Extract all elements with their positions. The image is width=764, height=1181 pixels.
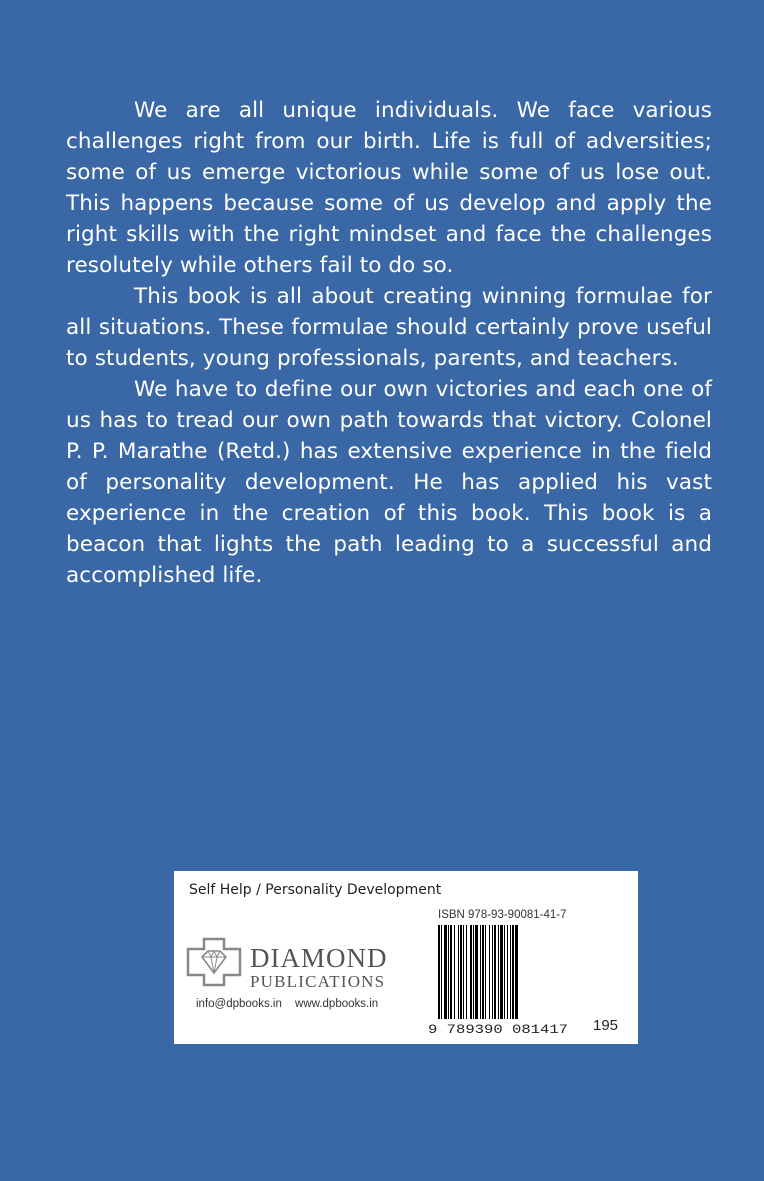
barcode-icon [426,925,574,1035]
blurb-paragraph-2: This book is all about creating winning formulae for all situations. These formulae should certainly prove useful to students, young professionals, parents, and teachers. [66,284,712,371]
category-label: Self Help / Personality Development [189,882,442,898]
isbn-label: ISBN 978-93-90081-41-7 [438,909,567,921]
email-text: info@dpbooks.in [196,998,282,1010]
publisher-panel [174,871,638,1044]
blurb-paragraph-3: We have to define our own victories and each one of us has to tread our own path towards that victory. Colonel P. P. Marathe (Retd.) has extensive experience in the field of personality development. He has applied his vast experience in the creation of this book. This book is a beacon that lights the path leading to a successful and accomplished life. [66,377,712,588]
barcode-digits: 9 789390 081417 [428,1023,568,1035]
publisher-name: DIAMOND [250,943,388,973]
website-text: www.dpbooks.in [295,998,379,1010]
publisher-subtitle: PUBLICATIONS [250,972,386,991]
price-label: 195 [593,1017,619,1034]
back-cover-blurb [66,95,712,591]
blurb-paragraph-1: We are all unique individuals. We face various challenges right from our birth. Life is full of adversities; some of us emerge victorious while some of us lose out. This happens because some of us develop and apply the right skills with the right mindset and face the challenges resolutely while others fail to do so. [66,98,712,278]
publisher-contact [196,998,378,1010]
diamond-logo-icon [186,937,242,987]
